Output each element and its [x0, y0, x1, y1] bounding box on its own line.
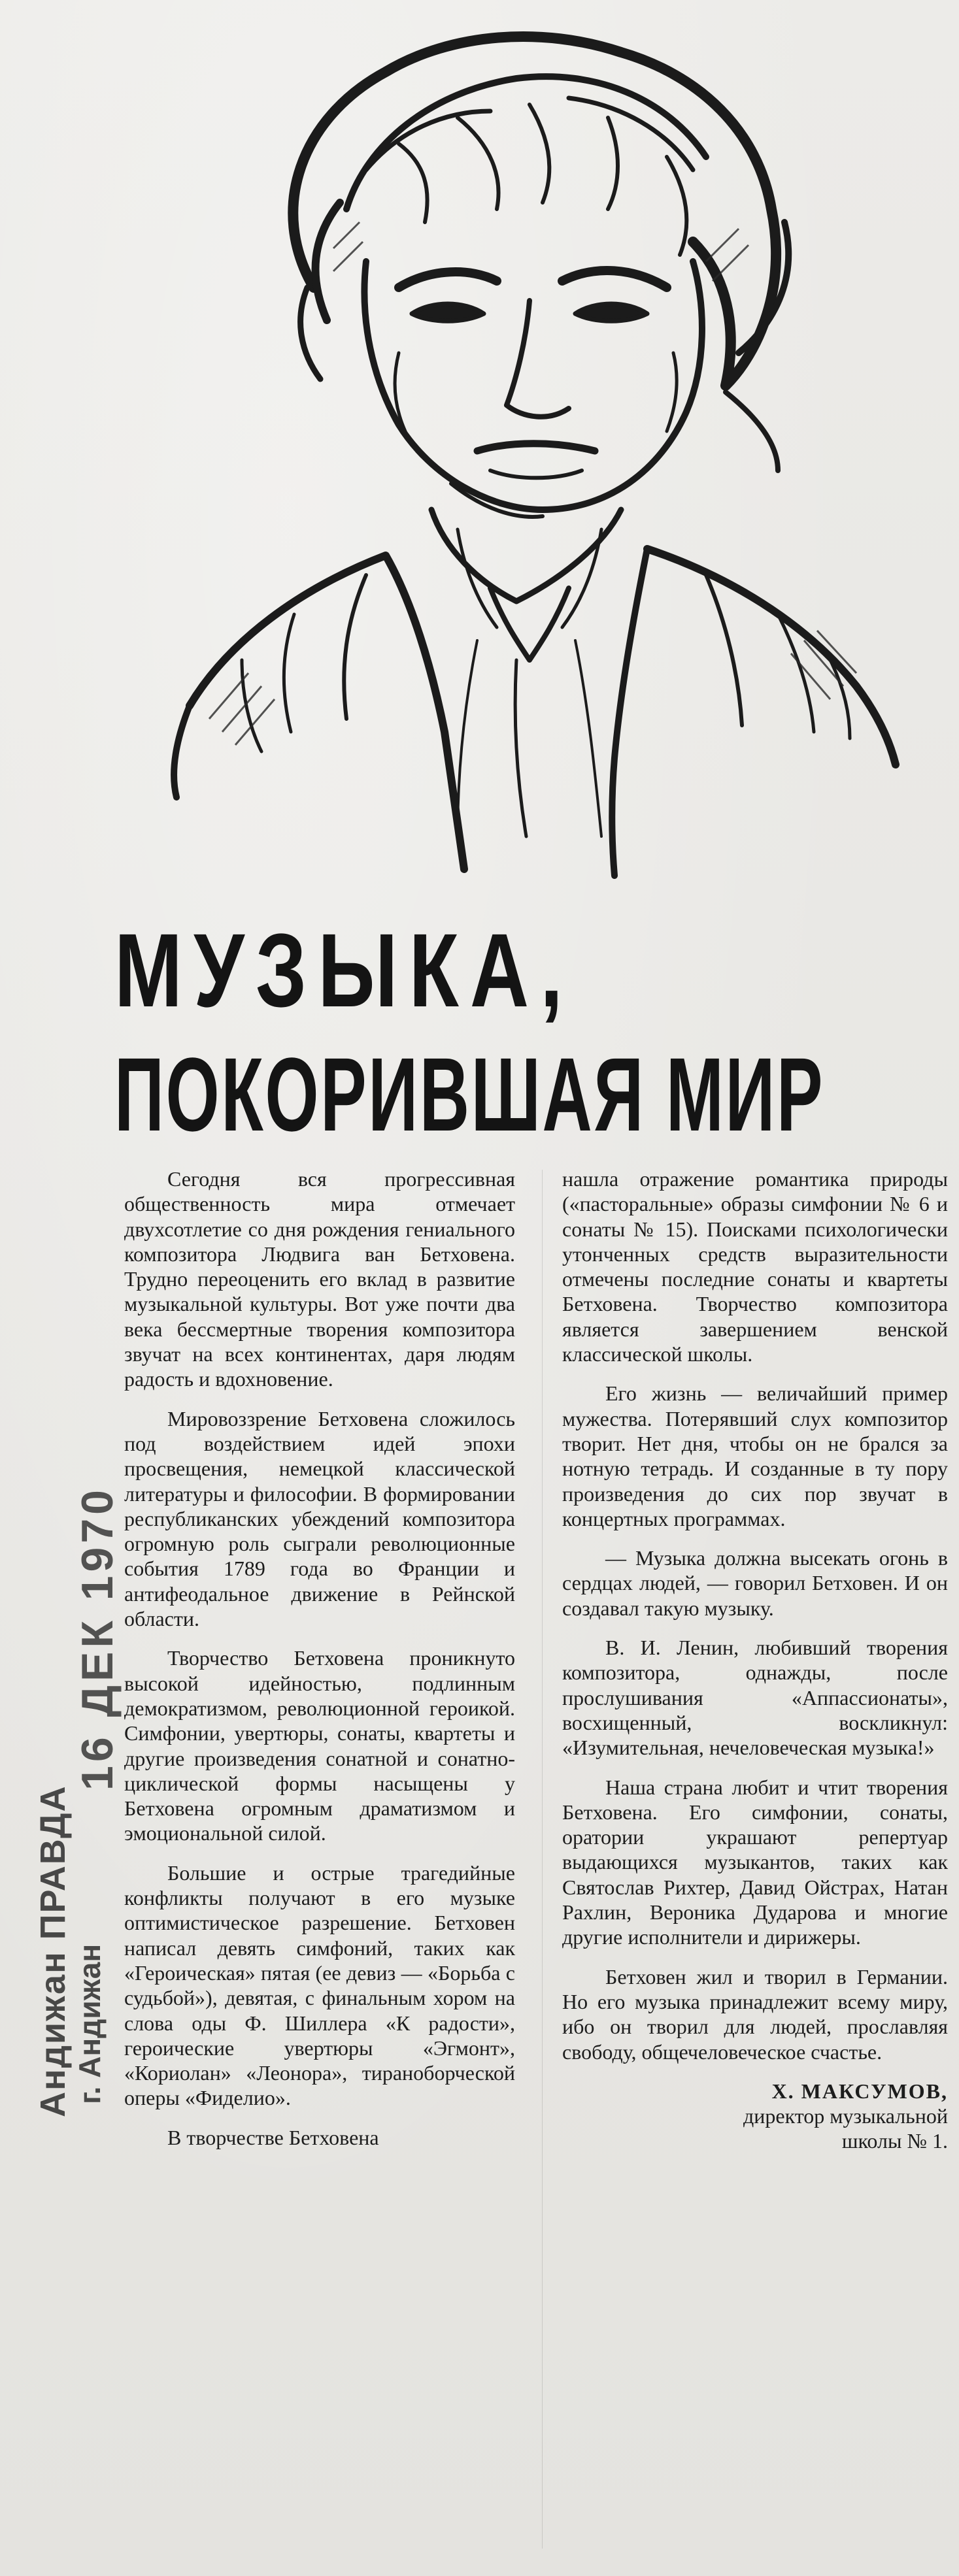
column-divider	[542, 1170, 543, 2549]
paragraph: нашла отражение романтика природы («пасторальные» образы симфонии № 6 и сонаты № 15). Поисками психологически утонченных средств выразительности отмечены последние сонаты и квартеты Бетховена. Творчество композитора является завершением венской классической школы.	[562, 1167, 948, 1366]
stamp-newspaper-name: Андижан ПРАВДА	[33, 1785, 73, 2117]
paragraph: Его жизнь — величайший пример мужества. Потерявший слух композитор творит. Нет дня, чтобы он не брался за нотную тетрадь. И созданные в ту пору произведения до сих пор звучат в концертных программах.	[562, 1381, 948, 1530]
headline-line-1: МУЗЫКА,	[114, 912, 575, 1029]
paragraph: Наша страна любит и чтит творения Бетховена. Его симфонии, сонаты, оратории украшают репертуар выдающихся музыкантов, таких как Святослав Рихтер, Давид Ойстрах, Натан Рахлин, Вероника Дударова и многие другие исполнители и дирижеры.	[562, 1775, 948, 1949]
paragraph: Творчество Бетховена проникнуто высокой идейностью, подлинным демократизмом, революционной героикой. Симфонии, увертюры, сонаты, квартеты и другие произведения сонатной и сонатно-циклической формы насыщены у Бетховена огромным драматизмом и эмоциональной силой.	[124, 1646, 515, 1845]
article-headline	[114, 908, 938, 1157]
beethoven-portrait-illustration	[150, 13, 922, 889]
author-role-line-2: школы № 1.	[841, 2129, 948, 2153]
paragraph: — Музыка должна высекать огонь в сердцах людей, — говорил Бетховен. И он создавал такую музыку.	[562, 1546, 948, 1620]
paragraph: Сегодня вся прогрессивная общественность мира отмечает двухсотлетие со дня рождения гениального композитора Людвига ван Бетховена. Трудно переоценить его вклад в развитие музыкальной культуры. Вот уже почти два века бессмертные творения композитора звучат на всех континентах, даря людям радость и вдохновение.	[124, 1167, 515, 1391]
stamp-city: г. Андижан	[73, 1943, 107, 2104]
paragraph: Бетховен жил и творил в Германии. Но его музыка принадлежит всему миру, ибо он творил для людей, прославляя свободу, общечеловеческое счастье.	[562, 1964, 948, 2064]
author-role-line-1: директор музыкальной	[743, 2104, 948, 2128]
paragraph: В. И. Ленин, любивший творения композитора, однажды, после прослушивания «Аппассионаты», восхищенный, воскликнул: «Изумительная, нечеловеческая музыка!»	[562, 1636, 948, 1760]
author-name: Х. МАКСУМОВ,	[771, 2079, 948, 2103]
article-column-right	[562, 1166, 948, 2154]
article-column-left	[124, 1166, 515, 2164]
stamp-date: 16 ДЕК 1970	[73, 1486, 122, 1791]
paragraph: Мировоззрение Бетховена сложилось под воздействием идей эпохи просвещения, немецкой классической литературы и философии. В формировании республиканских убеждений композитора огромную роль сыграли революционные события 1789 года во Франции и антифеодальное движение в Рейнской области.	[124, 1406, 515, 1631]
headline-line-2: ПОКОРИВШАЯ МИР	[114, 1036, 825, 1153]
paragraph: В творчестве Бетховена	[167, 2125, 379, 2149]
newspaper-date-stamp	[26, 1425, 122, 2130]
paragraph: Большие и острые трагедийные конфликты получают в его музыке оптимистическое разрешение. Бетховен написал девять симфоний, таких как «Героическая» пятая (ее девиз — «Борьба с судьбой»), девятая, с финальным хором на слова оды Ф. Шиллера «К радости», героические увертюры «Эгмонт», «Кориолан» «Леонора», тираноборческой оперы «Фиделио».	[124, 1860, 515, 2110]
